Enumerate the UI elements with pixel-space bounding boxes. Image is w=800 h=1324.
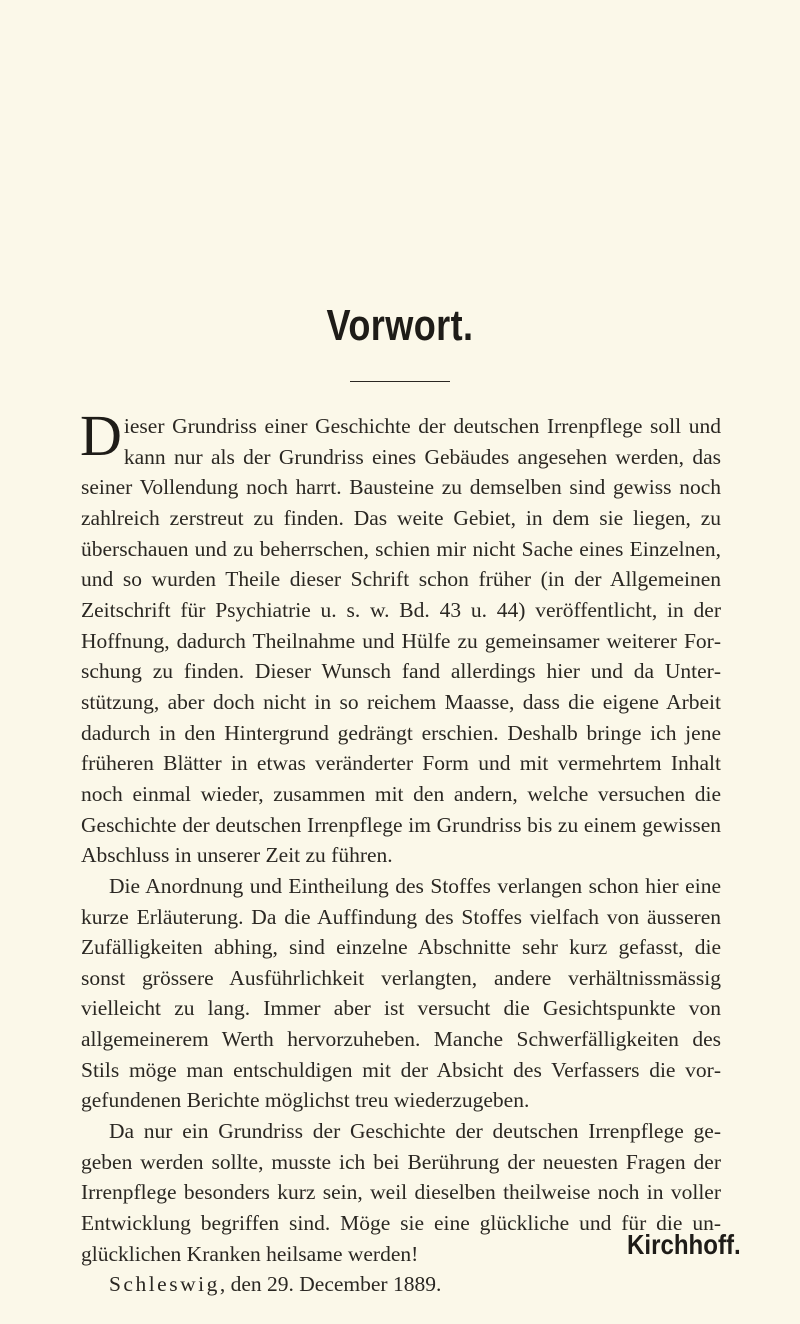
paragraph-1 — [80, 403, 721, 871]
date-text: , den 29. December 1889. — [219, 1272, 442, 1297]
paragraph-1-text: ieser Grundriss einer Geschichte der deutschen Irrenpflege soll und kann nur als der Grundriss eines Gebäudes angesehen werden, das seiner Vollendung noch harrt. Bausteine zu demselben sind gewiss noch zahlreich zerstreut zu finden. Das weite Gebiet, in dem sie liegen, zu überschauen und zu beherrschen, schien mir nicht Sache eines Einzelnen, und so wurden Theile dieser Schrift schon früher (in der Allgemeinen Zeitschrift für Psychiatrie u. s. w. Bd. 43 u. 44) veröffentlicht, in der Hoffnung, dadurch Theilnahme und Hülfe zu gemeinsamer weiterer Forschung zu finden. Dieser Wunsch fand allerdings hier und da Unterstützung, aber doch nicht in so reichem Maasse, dass die eigene Arbeit dadurch in den Hintergrund gedrängt erschien. Deshalb bringe ich jene früheren Blätter in etwas veränderter Form und mit vermehrtem Inhalt noch einmal wieder, zusammen mit den andern, welche versuchen die Geschichte der deutschen Irrenpflege im Grundriss bis zu einem gewissen Abschluss in unserer Zeit zu führen. — [81, 414, 721, 868]
page-title: Vorwort. — [326, 301, 474, 350]
place-date-line — [81, 1269, 721, 1300]
preface-body — [80, 403, 721, 1300]
title-divider — [350, 381, 450, 382]
author-signature: Kirchhoff. — [627, 1229, 741, 1260]
drop-cap: D — [80, 403, 122, 468]
paragraph-2: Die Anordnung und Eintheilung des Stoffes verlangen schon hier eine kurze Erläuterung. Da die Auffindung des Stoffes vielfach von äusseren Zufälligkeiten abhing, sind einzelne Abschnitte sehr kurz gefasst, die sonst grössere Ausführlichkeit verlangten, andere verhältnissmässig vielleicht zu lang. Immer aber ist versucht die Gesichtspunkte von allgemeinerem Werth hervorzuheben. Manche Schwerfälligkeiten des Stils möge man entschuldigen mit der Absicht des Verfassers die vorgefundenen Berichte möglichst treu wiederzugeben. — [81, 873, 721, 1113]
place-name: Schleswig — [108, 1272, 220, 1297]
paragraph-3: Da nur ein Grundriss der Geschichte der deutschen Irrenpflege gegeben werden sollte, musste ich bei Berührung der neuesten Fragen der Irrenpflege besonders kurz sein, weil dieselben theilweise noch in voller Entwicklung begriffen sind. Möge sie eine glückliche und für die unglücklichen Kranken heilsame werden! — [81, 1119, 721, 1266]
